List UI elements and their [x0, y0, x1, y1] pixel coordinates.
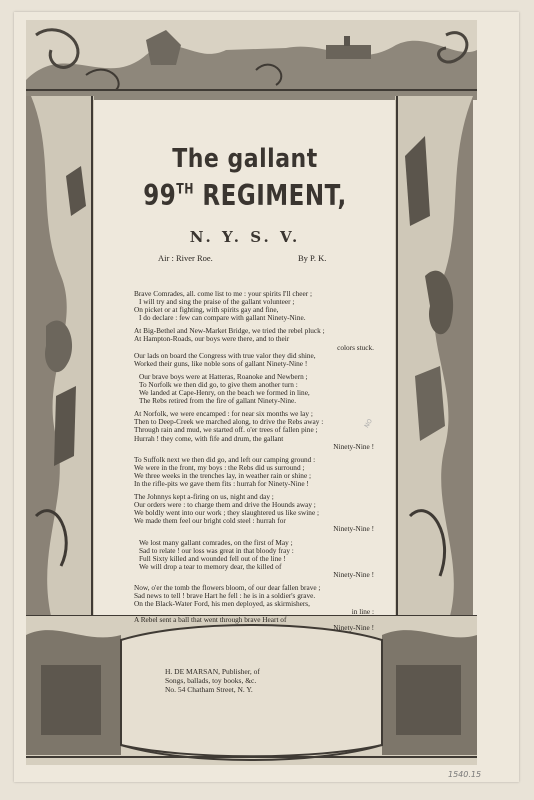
lyric-line: To Norfolk we then did go, to give them another turn :	[139, 379, 298, 389]
stanza	[134, 290, 374, 322]
publisher-line-1: H. DE MARSAN, Publisher, of	[165, 667, 260, 676]
lyric-line: Ninety-Nine !	[333, 524, 374, 534]
lyric-line: Ninety-Nine !	[333, 569, 374, 579]
left-engraved-border	[26, 96, 94, 616]
lyric-line: Worked their guns, like noble sons of gallant Ninety-Nine !	[134, 358, 308, 368]
lyric-line: Hurrah ! they come, with fife and drum, the gallant	[134, 433, 284, 443]
pencil-margin-note: NO	[363, 417, 374, 430]
lyric-line: We made them feel our bright cold steel : hurrah for	[134, 516, 286, 526]
lyric-line: in line :	[351, 607, 374, 617]
lyric-line: Ninety-Nine !	[333, 441, 374, 451]
text-panel	[98, 100, 392, 633]
title-regiment: REGIMENT,	[193, 179, 347, 213]
lyric-line: We will drop a tear to memory dear, the killed of	[139, 561, 282, 571]
publisher-line-3: No. 54 Chatham Street, N. Y.	[165, 685, 253, 694]
stanza	[134, 584, 374, 633]
lyric-line: Sad news to tell ! brave Hart he fell : he is in a soldier's grave.	[134, 591, 316, 601]
lyric-line: Full Sixty killed and wounded fell out of the line !	[139, 553, 286, 563]
title-line-1: The gallant	[172, 144, 318, 175]
lyric-line: Sad to relate ! our loss was great in that bloody fray :	[139, 545, 294, 555]
lyric-line: At Hampton-Roads, our boys were there, and to their	[134, 334, 290, 344]
title-line-2	[98, 180, 392, 213]
lyric-line: Then to Deep-Creek we marched along, to drive the Rebs away :	[134, 417, 324, 427]
lyric-line: At Big-Bethel and New-Market Bridge, we tried the rebel pluck ;	[134, 326, 325, 336]
publisher-imprint	[165, 667, 335, 694]
lyric-line: Our lads on board the Congress with true valor they did shine,	[134, 350, 316, 360]
lyric-line: We landed at Cape-Henry, on the beach we formed in line,	[139, 388, 310, 398]
tune-label: Air : River Roe.	[158, 253, 213, 263]
stanza	[134, 327, 374, 367]
lyric-line: To Suffolk next we then did go, and left our camping ground :	[134, 454, 316, 464]
lyric-line: I will try and sing the praise of the gallant volunteer ;	[139, 297, 295, 307]
top-engraved-border	[26, 20, 477, 100]
catalog-number: 1540.15	[448, 770, 482, 779]
lyric-line: colors stuck.	[337, 342, 374, 352]
lyric-line: Ninety-Nine !	[333, 623, 374, 633]
lyric-line: On picket or at fighting, with spirits gay and fine,	[134, 305, 279, 315]
stanza	[134, 373, 374, 405]
right-engraved-border	[395, 96, 473, 616]
lyric-line: Our brave boys were at Hatteras, Roanoke and Newbern ;	[139, 371, 308, 381]
lyric-line: At Norfolk, we were encamped : for near six months we lay ;	[134, 409, 313, 419]
lyric-line: We boldly went into our work ; they slaughtered us like swine ;	[134, 508, 320, 518]
stanza	[134, 493, 374, 533]
lyric-line: Through rain and mud, we started off. o'er trees of fallen pine ;	[134, 425, 318, 435]
lyric-line: We were in the front, my boys : the Rebs did us surround ;	[134, 462, 305, 472]
stanza	[134, 410, 374, 450]
publisher-line-2: Songs, ballads, toy books, &c.	[165, 676, 257, 685]
stanza	[134, 456, 374, 488]
lyric-line: Our orders were : to charge them and drive the Hounds away ;	[134, 500, 316, 510]
lyric-line: I do declare : few can compare with gallant Ninety-Nine.	[139, 313, 306, 323]
lyric-line: A Rebel sent a ball that went through brave Heart of	[134, 615, 287, 625]
title-line-3: N. Y. S. V.	[189, 228, 301, 246]
song-lyrics	[134, 290, 374, 638]
author-byline: By P. K.	[298, 253, 327, 263]
lyric-line: We three weeks in the trenches lay, in weather rain or shine ;	[134, 470, 312, 480]
lyric-line: In the rifle-pits we gave them fits : hurrah for Ninety-Nine !	[134, 478, 309, 488]
lyric-line: Brave Comrades, all. come list to me : your spirits I'll cheer ;	[134, 289, 313, 298]
title-ordinal-suffix: TH	[176, 181, 194, 198]
lyric-line: The Rebs retired from the fire of gallant Ninety-Nine.	[139, 396, 297, 406]
lyric-line: The Johnnys kept a-firing on us, night and day ;	[134, 492, 274, 502]
lyric-line: Now, o'er the tomb the flowers bloom, of our dear fallen brave ;	[134, 583, 321, 592]
lyric-line: On the Black-Water Ford, his men deployed, as skirmishers,	[134, 599, 310, 609]
stanza	[134, 539, 374, 579]
title-number: 99	[143, 179, 177, 213]
lyric-line: We lost many gallant comrades, on the first of May ;	[139, 537, 293, 547]
